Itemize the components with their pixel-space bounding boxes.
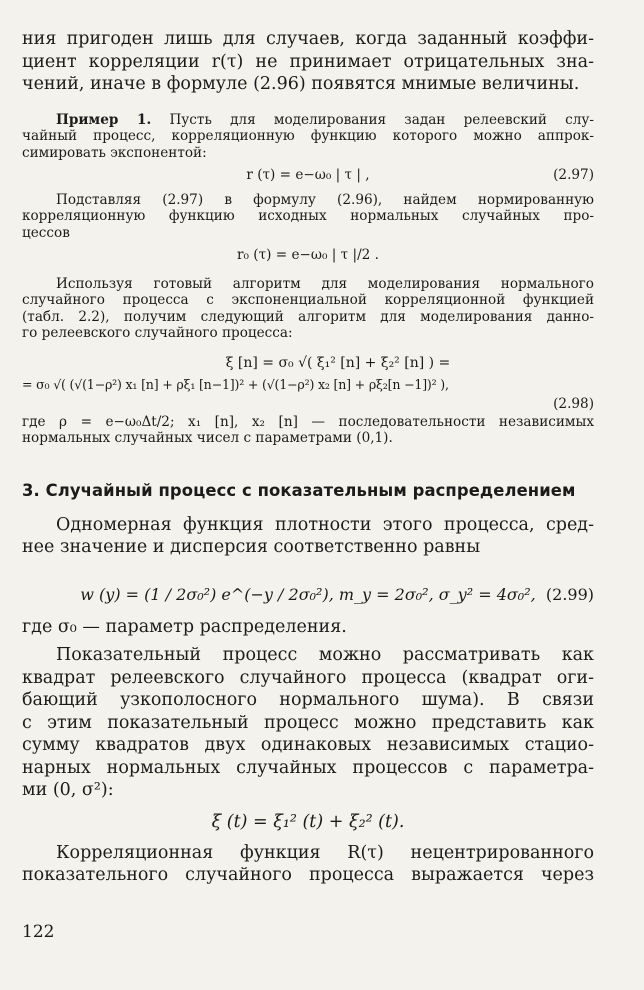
text-line: Показательный процесс можно рассматривать как (56, 645, 594, 665)
text-line: Одномерная функция плотности этого процесса, сред- (56, 514, 594, 535)
equation-line-1: ξ [n] = σ₀ √( ξ₁² [n] + ξ₂² [n] ) = (225, 354, 451, 371)
text-line (22, 112, 594, 129)
where-2-98-paragraph (22, 414, 594, 447)
equation-2-97 (22, 167, 594, 184)
equation-formula: r₀ (τ) = e−ω₀ | τ |/2 . (237, 247, 379, 263)
correlation-paragraph (22, 842, 594, 887)
intro-paragraph (22, 28, 594, 96)
text-line: чений, иначе в формуле (2.96) появятся мнимые величины. (22, 74, 580, 94)
equation-number: (2.99) (545, 584, 594, 604)
equation-number: (2.97) (553, 167, 594, 183)
density-paragraph (22, 514, 594, 559)
text-line: ми (0, σ²): (22, 780, 114, 800)
algorithm-paragraph (22, 276, 594, 342)
text-line: ния пригоден лишь для случаев, когда заданный коэффи- (22, 29, 594, 49)
text-line: Подставляя (2.97) в формулу (2.96), найдем нормированную (56, 191, 594, 208)
equation-number: (2.98) (553, 395, 594, 412)
text-line: показательного случайного процесса выражается через (22, 865, 594, 885)
equation-formula: r (τ) = e−ω₀ | τ | , (246, 167, 370, 183)
text-line: Используя готовый алгоритм для моделирования нормального (56, 275, 594, 292)
text-line: нарных нормальных случайных процессов с параметра- (22, 757, 594, 778)
text-line: симировать экспонентой: (22, 144, 207, 161)
text-line: нее значение и дисперсия соответственно равны (22, 537, 481, 557)
text-line: квадрат релеевского случайного процесса (квадрат оги- (22, 667, 594, 688)
substitution-paragraph (22, 192, 594, 242)
equation-r0 (22, 247, 594, 264)
text-line: циент корреляции r(τ) не принимает отрицательных зна- (22, 51, 594, 72)
text-line: Корреляционная функция R(τ) нецентрированного (56, 842, 594, 863)
text-line: где ρ = e−ω₀Δt/2; x₁ [n], x₂ [n] — последовательности независимых (22, 413, 594, 430)
example-text: Пусть для моделирования задан релеевский слу- (169, 111, 595, 128)
page-number: 122 (22, 922, 55, 942)
text-line: (табл. 2.2), получим следующий алгоритм для моделирования данно- (22, 308, 594, 325)
text-line: цессов (22, 224, 70, 241)
text-line: корреляционную функцию исходных нормальных случайных про- (22, 208, 594, 224)
text-line: го релеевского случайного процесса: (22, 325, 293, 341)
parameter-note: где σ₀ — параметр распределения. (22, 616, 347, 637)
equation-formula: w (y) = (1 / 2σ₀²) e^(−y / 2σ₀²), m_y = 2σ₀², σ_y² = 4σ₀², (80, 584, 536, 604)
text-line: сумму квадратов двух одинаковых независимых стацио- (22, 735, 594, 755)
exponential-process-paragraph (22, 644, 594, 802)
text-line: чайный процесс, корреляционную функцию которого можно аппрок- (22, 128, 594, 144)
text-line: случайного процесса с экспоненциальной корреляционной функцией (22, 292, 594, 308)
equation-line-2: = σ₀ √( (√(1−ρ²) x₁ [n] + ρξ₁ [n−1])² + (√(1−ρ²) x₂ [n] + ρξ₂[n −1])² ), (22, 376, 449, 392)
example-paragraph (22, 112, 594, 162)
equation-2-98 (22, 352, 594, 412)
text-line: бающий узкополосного нормального шума). В связи (22, 690, 594, 710)
text-line: нормальных случайных чисел с параметрами (0,1). (22, 430, 393, 446)
text-line: с этим показательный процесс можно представить как (22, 712, 594, 733)
equation-2-99 (22, 585, 594, 604)
equation-xi-sum (22, 812, 594, 832)
equation-formula: ξ (t) = ξ₁² (t) + ξ₂² (t). (211, 811, 405, 832)
example-label: Пример 1. (56, 111, 152, 128)
section-heading: 3. Случайный процесс с показательным распределением (22, 480, 576, 500)
